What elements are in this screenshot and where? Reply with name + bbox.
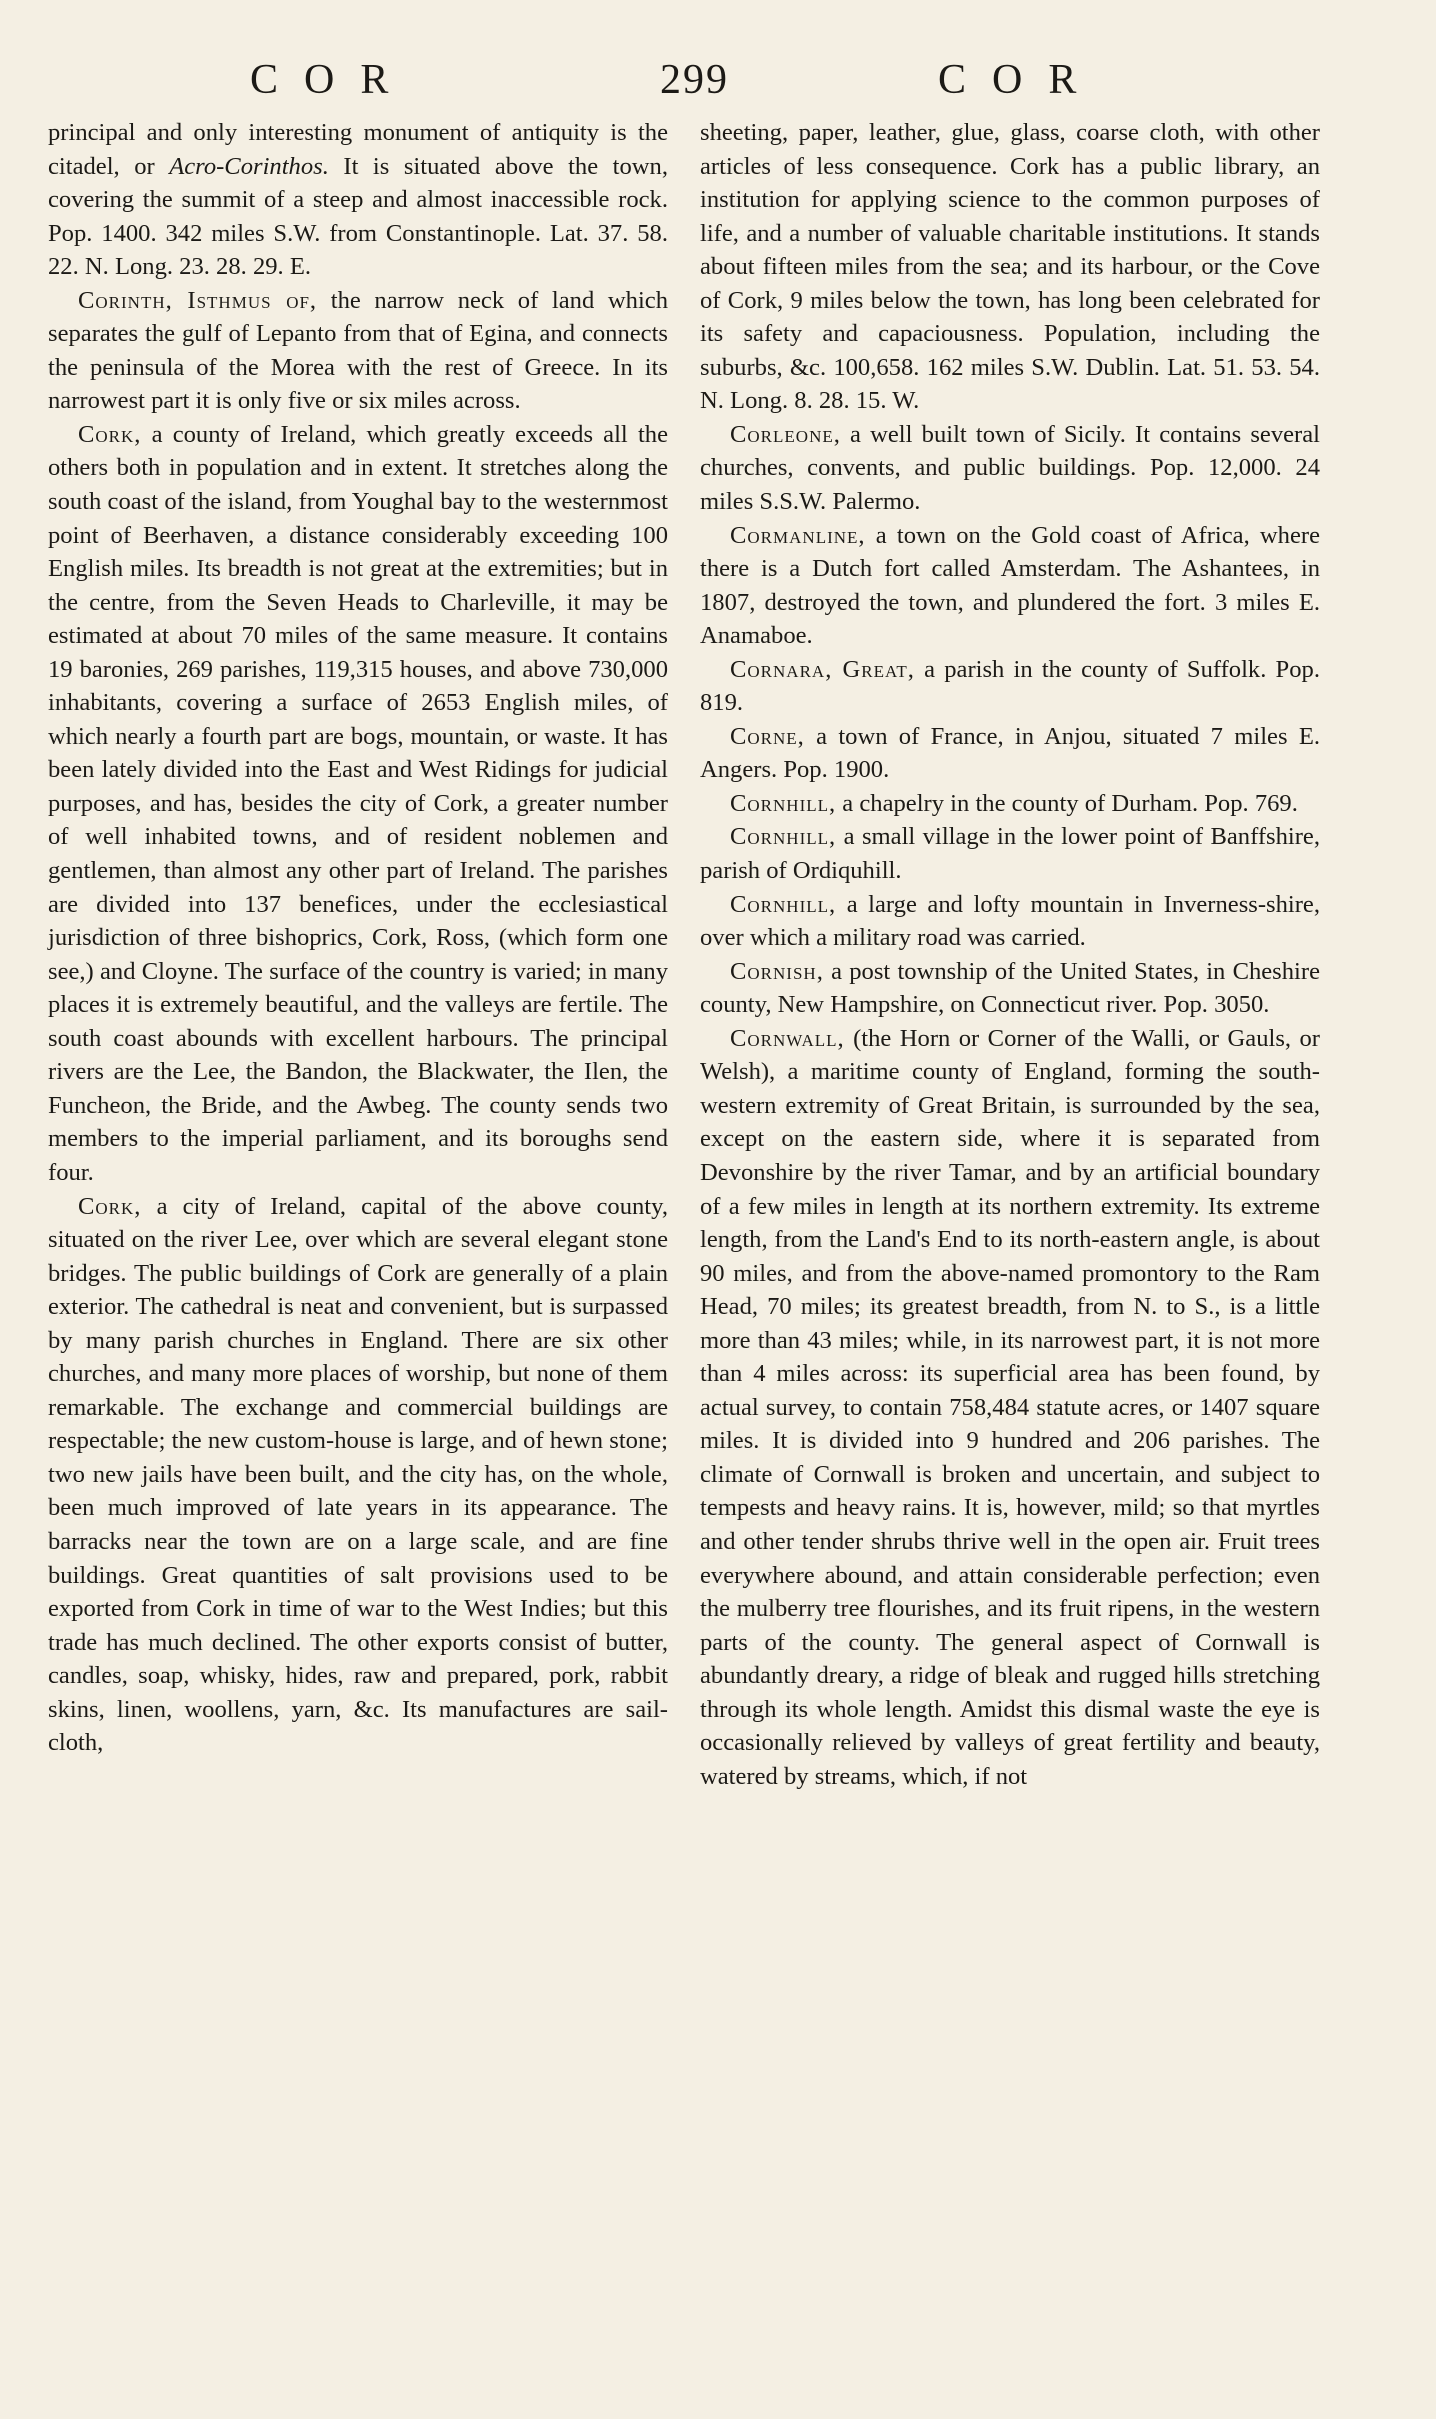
entry-headword: Cornwall, [730,1024,845,1052]
entry-headword: Corinth, Isthmus of, [78,286,318,314]
entry-text: a city of Ireland, capital of the above county, situated on the river Lee, over which are several elegant stone bridges. The public buildings of Cork are generally of a plain exterior. The cathedral is neat and convenient, but is surpassed by many parish churches in England. There are six other churches, and many more places of worship, but none of them remarkable. The exchange and commercial buildings are respectable; the new custom-house is large, and of hewn stone; two new jails have been built, and the city has, on the whole, been much improved of late years in its appearance. The barracks near the town are on a large scale, and are fine buildings. Great quantities of salt provisions used to be exported from Cork in time of war to the West Indies; but this trade has much declined. The other exports consist of butter, candles, soap, whisky, hides, raw and prepared, pork, rabbit skins, linen, woollens, yarn, &c. Its manufactures are sail-cloth, [48,1192,668,1757]
left-column [48,116,668,1760]
entry-cork-county [48,418,668,1190]
entry-text: a town of France, in Anjou, situated 7 miles E. Angers. Pop. 1900. [700,722,1320,784]
entry-corleone [700,418,1320,519]
entry-headword: Cornhill, [730,789,837,817]
entry-continuation-acrocorinthos [48,116,668,284]
entry-headword: Cornhill, [730,890,837,918]
entry-corne [700,720,1320,787]
entry-cornhill-banffshire [700,820,1320,887]
page-number: 299 [660,57,729,103]
running-head-right: COR [938,57,1103,103]
entry-continuation-cork-city [700,116,1320,418]
entry-text: a chapelry in the county of Durham. Pop. 769. [836,789,1298,817]
entry-text: a parish in the county of Suffolk. Pop. 819. [700,655,1320,717]
entry-cornwall [700,1022,1320,1794]
entry-corinth-isthmus [48,284,668,418]
entry-cornhill-durham [700,787,1320,821]
entry-text: (the Horn or Corner of the Walli, or Gauls, or Welsh), a maritime county of England, forming the south-western extremity of Great Britain, is surrounded by the sea, except on the eastern side, where it is separated from Devonshire by the river Tamar, and by an artificial boundary of a few miles in length at its northern extremity. Its extreme length, from the Land's End to its north-eastern angle, is about 90 miles, and from the above-named promontory to the Ram Head, 70 miles; its greatest breadth, from N. to S., is a little more than 43 miles; while, in its narrowest part, it is not more than 4 miles across: its superficial area has been found, by actual survey, to contain 758,484 statute acres, or 1407 square miles. It is divided into 9 hundred and 206 parishes. The climate of Cornwall is broken and uncertain, and subject to tempests and heavy rains. It is, however, mild; so that myrtles and other tender shrubs thrive well in the open air. Fruit trees everywhere abound, and attain considerable perfection; even the mulberry tree flourishes, and its fruit ripens, in the western parts of the county. The general aspect of Cornwall is abundantly dreary, a ridge of bleak and rugged hills stretching through its whole length. Amidst this dismal waste the eye is occasionally relieved by valleys of great fertility and beauty, watered by streams, which, if not [700,1024,1320,1790]
entry-headword: Corleone, [730,420,841,448]
entry-text: sheeting, paper, leather, glue, glass, coarse cloth, with other articles of less consequence. Cork has a public library, an institution for applying science to the common purposes of life, and a number of valuable charitable institutions. It stands about fifteen miles from the sea; and its harbour, or the Cove of Cork, 9 miles below the town, has long been celebrated for its safety and capaciousness. Population, including the suburbs, &c. 100,658. 162 miles S.W. Dublin. Lat. 51. 53. 54. N. Long. 8. 28. 15. W. [700,119,1320,415]
entry-text: a well built town of Sicily. It contains several churches, convents, and public buildings. Pop. 12,000. 24 miles S.S.W. Palermo. [700,420,1320,516]
entry-headword: Cornara, Great, [730,655,915,683]
entry-text: principal and only interesting monument of antiquity is the citadel, or [48,119,668,180]
entry-text: It is situated above the town, covering the summit of a steep and almost inaccessible rock. Pop. 1400. 342 miles S.W. from Constantinople. Lat. 37. 58. 22. N. Long. 23. 28. 29. E. [48,152,668,281]
entry-headword: Corne, [730,722,805,750]
entry-text: a town on the Gold coast of Africa, where there is a Dutch fort called Amsterdam. The Ashantees, in 1807, destroyed the town, and plundered the fort. 3 miles E. Anamaboe. [700,521,1320,650]
right-column [700,116,1320,1793]
entry-text: a small village in the lower point of Banffshire, parish of Ordiquhill. [700,823,1320,885]
running-head-left: COR [250,57,415,103]
entry-italic-term: Acro-Corinthos. [169,152,329,180]
entry-text: a post township of the United States, in Cheshire county, New Hampshire, on Connecticut river. Pop. 3050. [700,957,1320,1019]
entry-cornhill-inverness [700,888,1320,955]
entry-cornish [700,955,1320,1022]
entry-text: the narrow neck of land which separates the gulf of Lepanto from that of Egina, and connects the peninsula of the Morea with the rest of Greece. In its narrowest part it is only five or six miles across. [48,286,668,415]
entry-text: a large and lofty mountain in Inverness-shire, over which a military road was carried. [700,890,1320,952]
entry-headword: Cornish, [730,957,824,985]
entry-cornara-great [700,653,1320,720]
entry-text: a county of Ireland, which greatly exceeds all the others both in population and in extent. It stretches along the south coast of the island, from Youghal bay to the westernmost point of Beerhaven, a distance considerably exceeding 100 English miles. Its breadth is not great at the extremities; but in the centre, from the Seven Heads to Charleville, it may be estimated at about 70 miles of the same measure. It contains 19 baronies, 269 parishes, 119,315 houses, and above 730,000 inhabitants, covering a surface of 2653 English miles, of which nearly a fourth part are bogs, mountain, or waste. It has been lately divided into the East and West Ridings for judicial purposes, and has, besides the city of Cork, a greater number of well inhabited towns, and of resident noblemen and gentlemen, than almost any other part of Ireland. The parishes are divided into 137 benefices, under the ecclesiastical jurisdiction of three bishoprics, Cork, Ross, (which form one see,) and Cloyne. The surface of the country is varied; in many places it is extremely beautiful, and the valleys are fertile. The south coast abounds with excellent harbours. The principal rivers are the Lee, the Bandon, the Blackwater, the Ilen, the Funcheon, the Bride, and the Awbeg. The county sends two members to the imperial parliament, and its boroughs send four. [48,420,668,1186]
entry-cork-city [48,1190,668,1760]
entry-headword: Cormanline, [730,521,866,549]
entry-headword: Cornhill, [730,823,837,851]
entry-headword: Cork, [78,420,142,448]
entry-cormanline [700,519,1320,653]
entry-headword: Cork, [78,1192,142,1220]
running-head [0,56,1436,116]
